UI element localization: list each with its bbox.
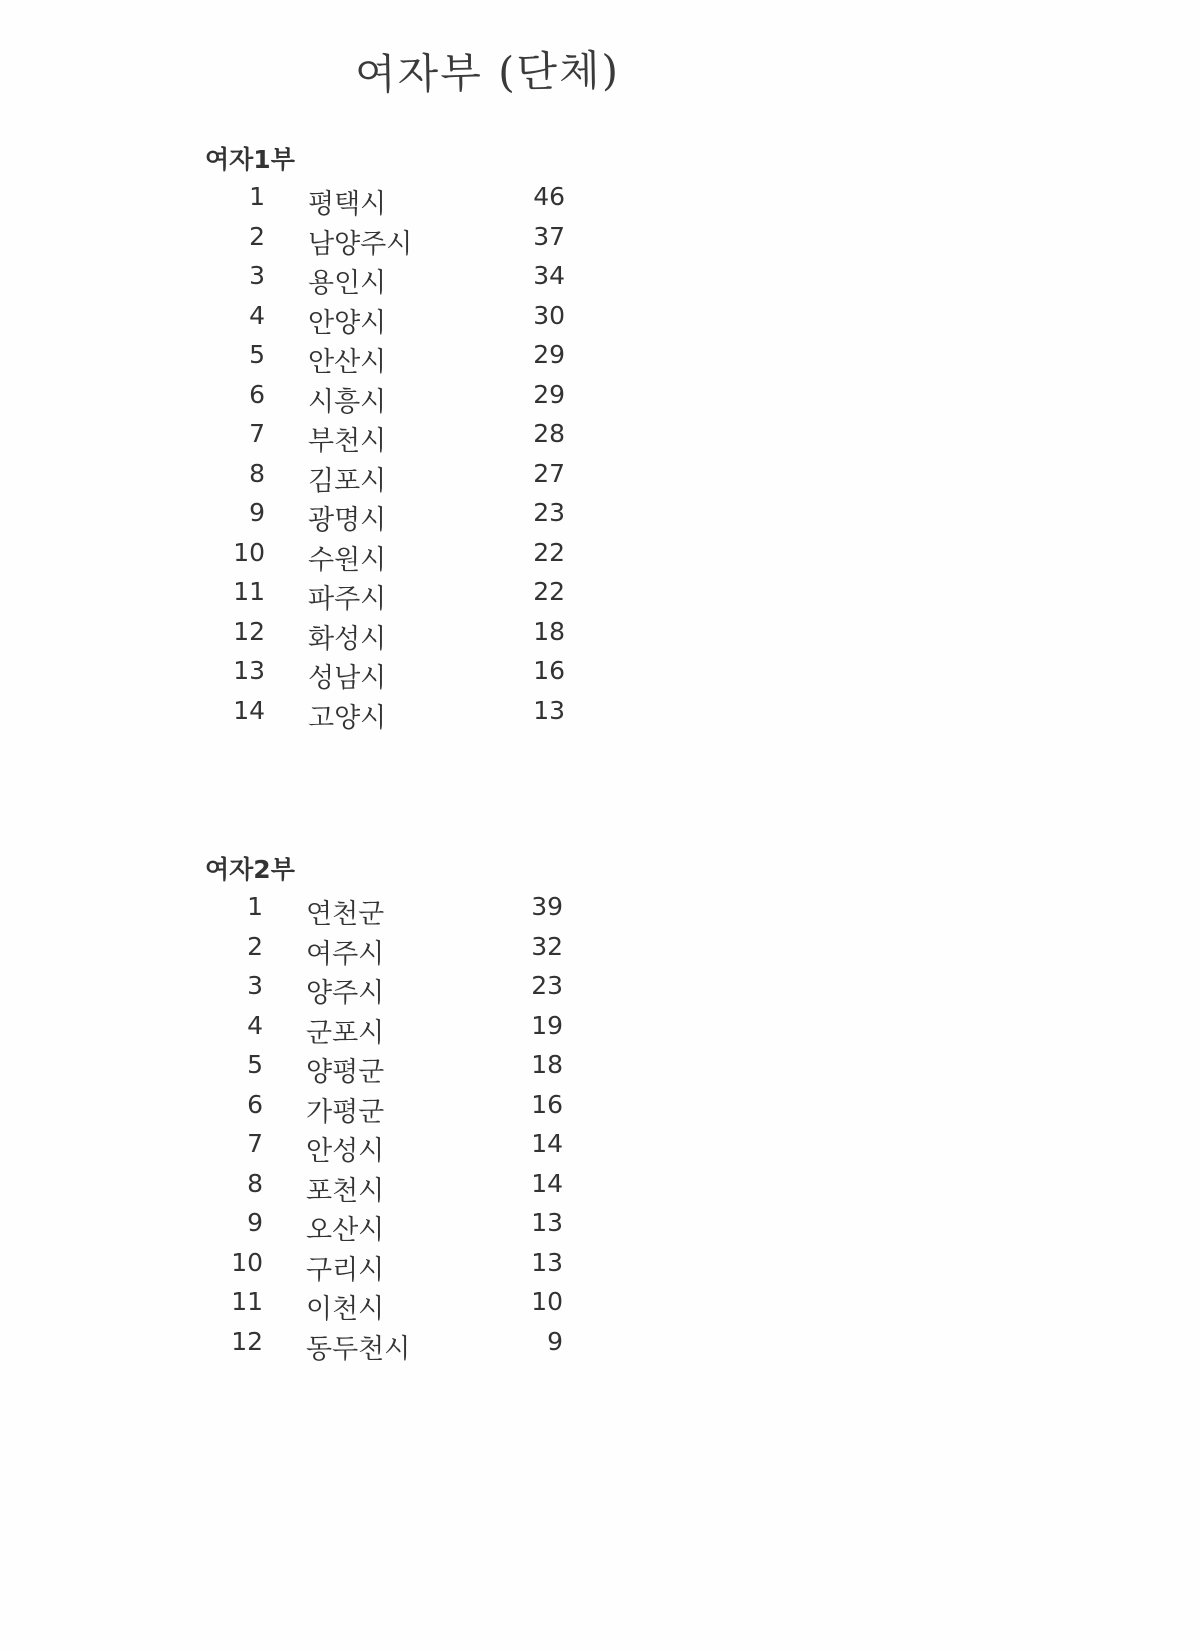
city-cell: 용인시 — [308, 268, 387, 299]
city-cell: 고양시 — [308, 702, 387, 734]
handwritten-title: 여자부 (단체) — [354, 45, 621, 100]
score-cell: 32 — [531, 931, 563, 961]
section-heading: 여자2부 — [205, 855, 295, 884]
score-cell: 19 — [531, 1010, 563, 1040]
city-cell: 화성시 — [308, 623, 387, 655]
rank-cell: 2 — [249, 221, 265, 251]
city-cell: 오산시 — [306, 1215, 385, 1246]
ranking-row — [0, 892, 1200, 932]
rank-cell: 10 — [233, 537, 265, 567]
ranking-row — [0, 261, 1200, 301]
ranking-row — [0, 1050, 1200, 1090]
rank-cell: 2 — [247, 931, 263, 961]
score-cell: 10 — [531, 1287, 563, 1316]
rank-cell: 8 — [247, 1168, 263, 1198]
ranking-row — [0, 301, 1200, 341]
ranking-row — [0, 1169, 1200, 1209]
score-cell: 18 — [533, 616, 565, 646]
city-cell: 군포시 — [306, 1017, 385, 1049]
rank-cell: 4 — [249, 300, 265, 330]
city-cell: 양주시 — [306, 978, 385, 1009]
score-cell: 37 — [533, 221, 565, 251]
score-cell: 34 — [533, 261, 565, 290]
city-cell: 안양시 — [308, 307, 387, 339]
city-cell: 양평군 — [306, 1057, 385, 1088]
ranking-row — [0, 1129, 1200, 1169]
rank-cell: 9 — [249, 498, 265, 527]
rank-cell: 5 — [249, 340, 265, 369]
ranking-row — [0, 340, 1200, 380]
ranking-row — [0, 1287, 1200, 1327]
score-cell: 22 — [533, 537, 565, 567]
rank-cell: 4 — [247, 1010, 263, 1040]
city-cell: 안산시 — [308, 347, 387, 378]
ranking-row — [0, 538, 1200, 578]
ranking-row — [0, 498, 1200, 538]
score-cell: 14 — [531, 1168, 563, 1198]
city-cell: 구리시 — [306, 1254, 385, 1286]
rank-cell: 1 — [247, 892, 263, 921]
ranking-row — [0, 617, 1200, 657]
ranking-list — [0, 892, 1200, 1366]
rank-cell: 14 — [233, 695, 265, 725]
score-cell: 27 — [533, 458, 565, 488]
score-cell: 29 — [533, 340, 565, 369]
rank-cell: 8 — [249, 458, 265, 488]
rank-cell: 9 — [247, 1208, 263, 1237]
score-cell: 9 — [547, 1326, 563, 1356]
ranking-row — [0, 419, 1200, 459]
city-cell: 동두천시 — [306, 1333, 411, 1365]
city-cell: 여주시 — [306, 938, 385, 970]
ranking-row — [0, 1208, 1200, 1248]
ranking-row — [0, 932, 1200, 972]
rank-cell: 1 — [249, 182, 265, 211]
city-cell: 가평군 — [306, 1096, 385, 1128]
city-cell: 안성시 — [306, 1136, 385, 1167]
rank-cell: 5 — [247, 1050, 263, 1079]
ranking-row — [0, 459, 1200, 499]
rank-cell: 6 — [247, 1089, 263, 1119]
score-cell: 13 — [531, 1247, 563, 1277]
city-cell: 포천시 — [306, 1175, 385, 1207]
city-cell: 이천시 — [306, 1294, 385, 1325]
city-cell: 평택시 — [308, 189, 387, 220]
city-cell: 성남시 — [308, 663, 387, 694]
rank-cell: 11 — [233, 577, 265, 606]
rank-cell: 12 — [233, 616, 265, 646]
rank-cell: 10 — [231, 1247, 263, 1277]
rank-cell: 12 — [231, 1326, 263, 1356]
ranking-row — [0, 577, 1200, 617]
ranking-row — [0, 656, 1200, 696]
ranking-row — [0, 696, 1200, 736]
score-cell: 18 — [531, 1050, 563, 1079]
score-cell: 13 — [531, 1208, 563, 1237]
score-cell: 13 — [533, 695, 565, 725]
city-cell: 시흥시 — [308, 386, 387, 418]
rank-cell: 7 — [247, 1129, 263, 1158]
score-cell: 39 — [531, 892, 563, 921]
rank-cell: 7 — [249, 419, 265, 448]
score-cell: 16 — [533, 656, 565, 685]
ranking-row — [0, 971, 1200, 1011]
score-cell: 30 — [533, 300, 565, 330]
ranking-row — [0, 380, 1200, 420]
score-cell: 46 — [533, 182, 565, 211]
city-cell: 파주시 — [308, 584, 387, 615]
ranking-row — [0, 1248, 1200, 1288]
ranking-row — [0, 222, 1200, 262]
ranking-list — [0, 182, 1200, 735]
rank-cell: 3 — [247, 971, 263, 1000]
rank-cell: 6 — [249, 379, 265, 409]
section-heading: 여자1부 — [205, 145, 295, 174]
score-cell: 22 — [533, 577, 565, 606]
score-cell: 16 — [531, 1089, 563, 1119]
city-cell: 수원시 — [308, 544, 387, 576]
score-cell: 14 — [531, 1129, 563, 1158]
city-cell: 광명시 — [308, 505, 387, 536]
score-cell: 23 — [533, 498, 565, 527]
score-cell: 29 — [533, 379, 565, 409]
ranking-row — [0, 1090, 1200, 1130]
city-cell: 남양주시 — [308, 228, 413, 260]
rank-cell: 3 — [249, 261, 265, 290]
city-cell: 김포시 — [308, 465, 387, 497]
ranking-row — [0, 1011, 1200, 1051]
rank-cell: 11 — [231, 1287, 263, 1316]
score-cell: 28 — [533, 419, 565, 448]
city-cell: 부천시 — [308, 426, 387, 457]
score-cell: 23 — [531, 971, 563, 1000]
ranking-row — [0, 182, 1200, 222]
city-cell: 연천군 — [306, 899, 385, 930]
ranking-row — [0, 1327, 1200, 1367]
rank-cell: 13 — [233, 656, 265, 685]
